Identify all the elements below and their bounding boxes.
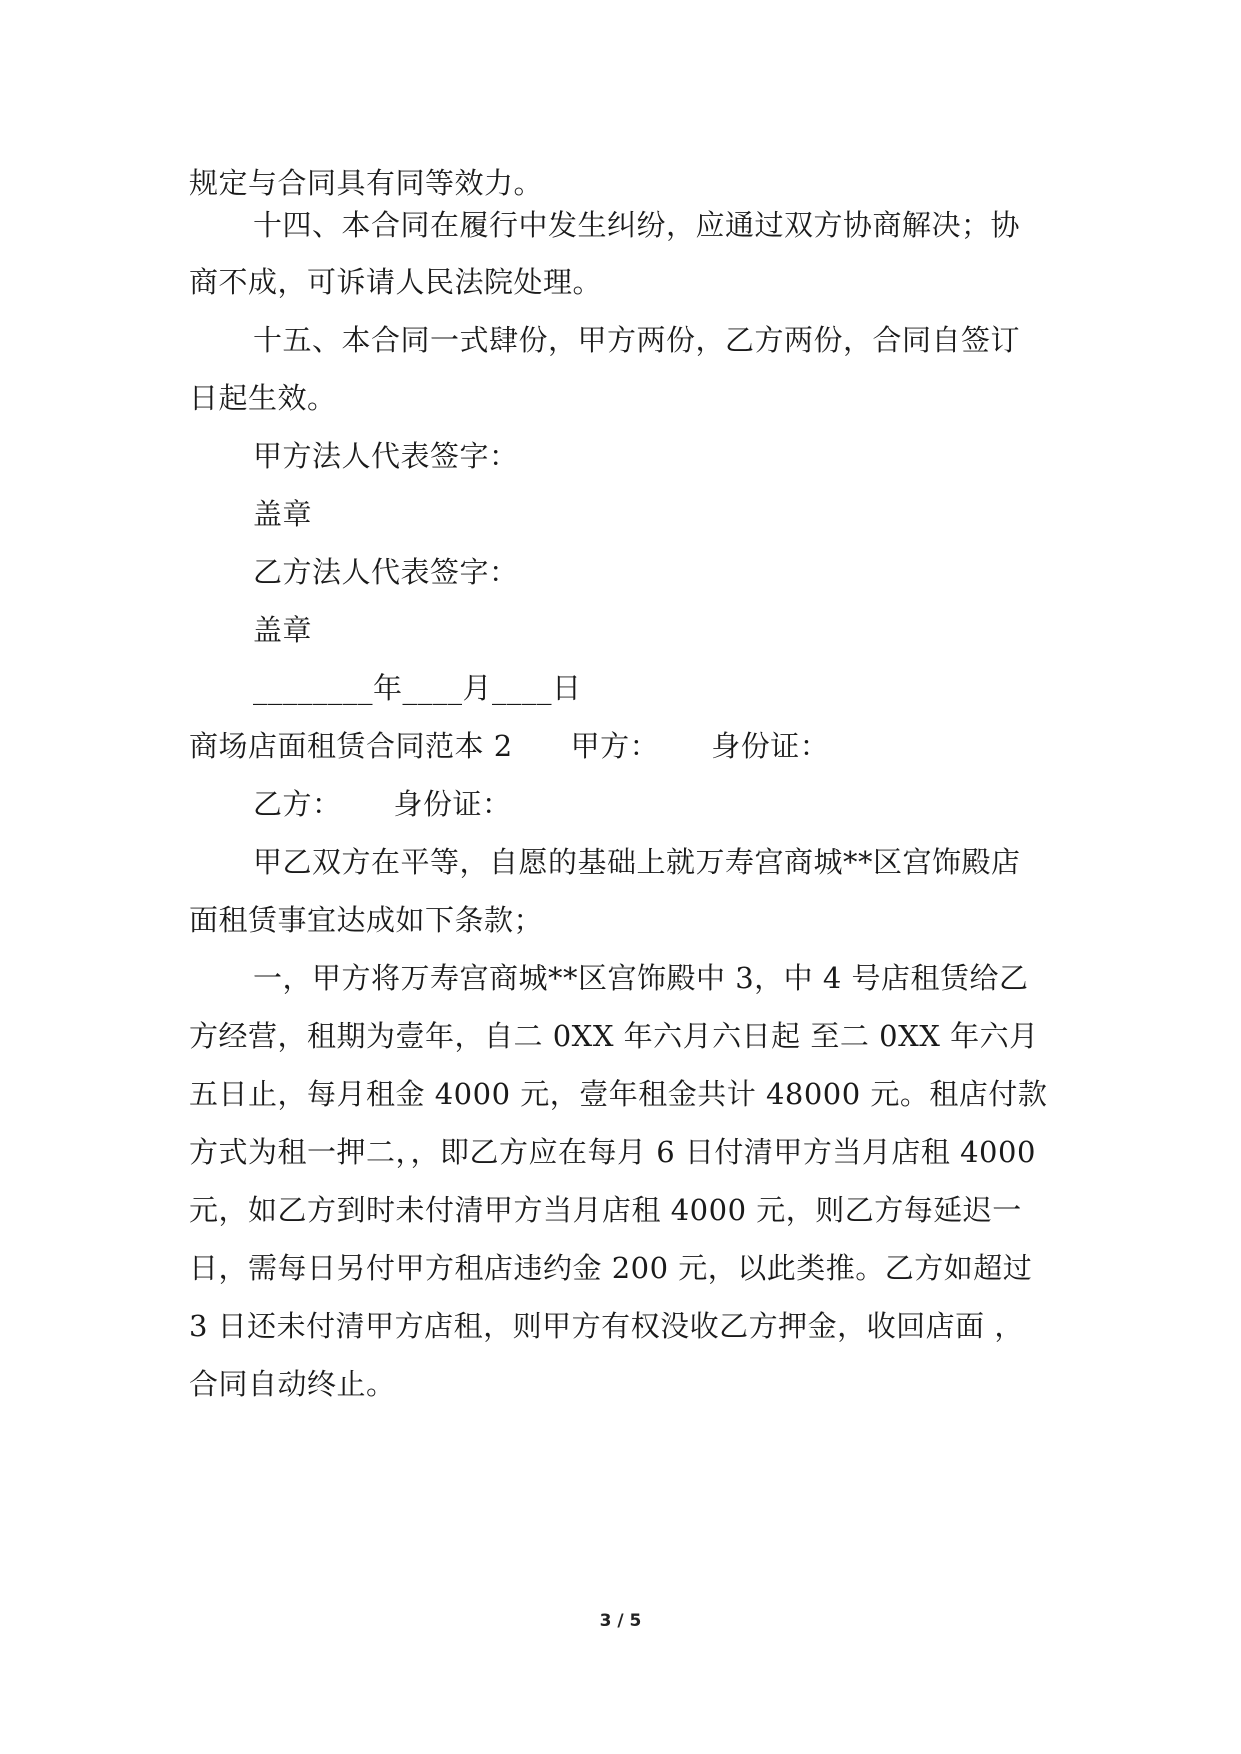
party-a-seal-label: 盖章 (253, 497, 313, 531)
clause-1-line-6: 日，需每日另付甲方租店违约金 200 元，以此类推。乙方如超过 (189, 1251, 1033, 1285)
paragraph-line: 规定与合同具有同等效力。 (189, 166, 544, 200)
clause-15-line-1: 十五、本合同一式肆份，甲方两份，乙方两份，合同自签订 (253, 323, 1021, 357)
party-b-id-label: 身份证： (393, 787, 512, 821)
party-a-id-label: 身份证： (711, 729, 830, 763)
clause-14-line-2: 商不成，可诉请人民法院处理。 (189, 265, 603, 299)
party-b-label: 乙方： (253, 787, 342, 821)
intro-line-2: 面租赁事宜达成如下条款； (189, 903, 544, 937)
clause-1-line-7: 3 日还未付清甲方店租，则甲方有权没收乙方押金，收回店面 ， (189, 1309, 1024, 1343)
clause-1-line-5: 元，如乙方到时未付清甲方当月店租 4000 元，则乙方每延迟一 (189, 1193, 1022, 1227)
clause-1-line-2: 方经营，租期为壹年，自二 0XX 年六月六日起 至二 0XX 年六月 (189, 1019, 1039, 1053)
party-b-seal-label: 盖章 (253, 613, 313, 647)
contract-heading-line (189, 726, 829, 766)
clause-1-line-4: 方式为租一押二，，即乙方应在每月 6 日付清甲方当月店租 4000 (189, 1135, 1036, 1169)
clause-1-line-1: 一，甲方将万寿宫商城**区宫饰殿中 3，中 4 号店租赁给乙 (253, 961, 1029, 995)
party-b-signature-label: 乙方法人代表签字： (253, 555, 519, 589)
clause-15-line-2: 日起生效。 (189, 381, 337, 415)
clause-14-line-1: 十四、本合同在履行中发生纠纷，应通过双方协商解决；协 (253, 208, 1021, 242)
party-b-line (253, 784, 512, 824)
page-number: 3 / 5 (599, 1611, 642, 1631)
clause-1-line-3: 五日止，每月租金 4000 元，壹年租金共计 48000 元。租店付款 (189, 1077, 1048, 1111)
clause-1-line-8: 合同自动终止。 (189, 1367, 396, 1401)
contract-title: 商场店面租赁合同范本 2 (189, 729, 513, 763)
date-line: ________年____月____日 (253, 671, 582, 705)
intro-line-1: 甲乙双方在平等，自愿的基础上就万寿宫商城**区宫饰殿店 (253, 845, 1021, 879)
party-a-label: 甲方： (570, 729, 660, 763)
party-a-signature-label: 甲方法人代表签字： (253, 439, 519, 473)
